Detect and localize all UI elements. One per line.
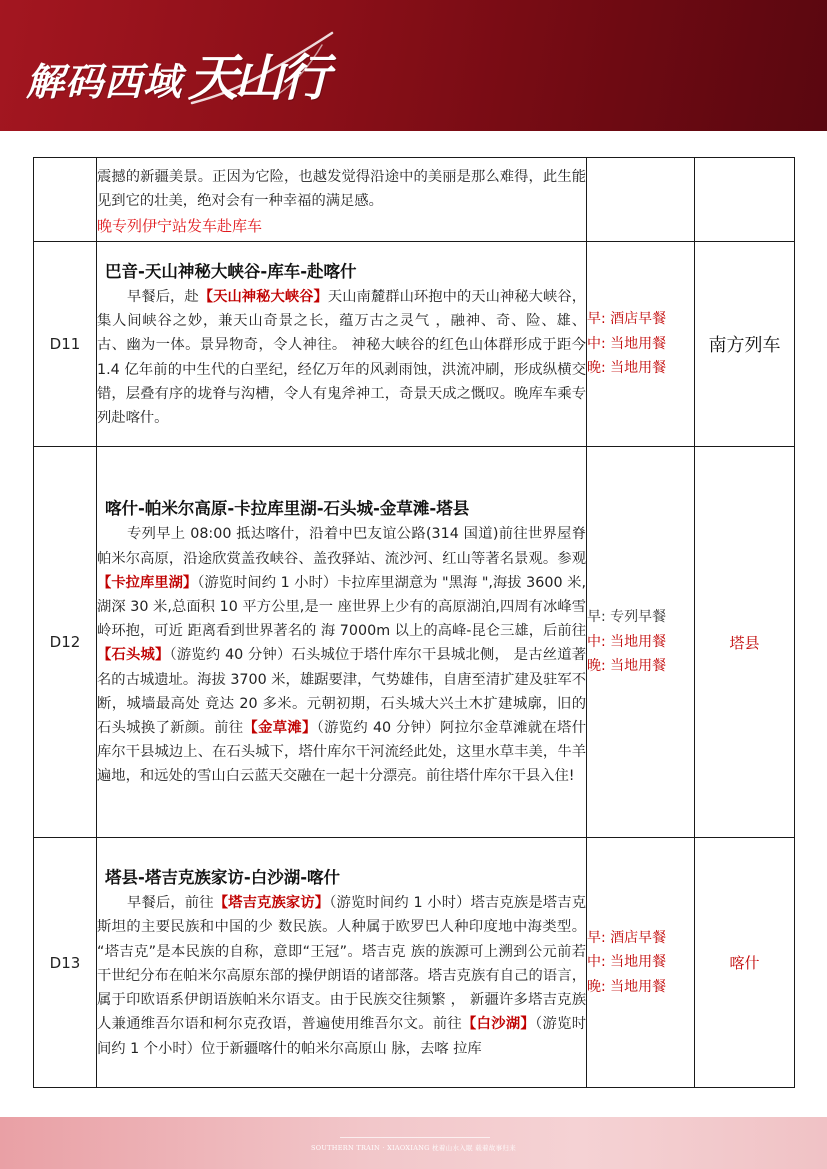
meal-breakfast: 早: 专列早餐 [587, 609, 667, 626]
meals-cell [587, 447, 695, 838]
meals-cell [587, 838, 695, 1088]
meals-cell [587, 158, 695, 242]
text-span: 早餐后，赴 [127, 288, 199, 305]
meal-dinner: 晚: 当地用餐 [587, 978, 667, 995]
meal-lunch: 中: 当地用餐 [587, 633, 667, 650]
text-span: 专列早上 08:00 抵达喀什，沿着中巴友谊公路(314 国道)前往世界屋脊帕米尔高原，沿途欣赏盖孜峡谷、盖孜驿站、流沙河、红山等著名景观。参观 [97, 526, 586, 567]
meal-dinner: 晚: 当地用餐 [587, 360, 667, 377]
hotel-name: 南方列车 [708, 335, 781, 356]
text-span: （游览时间约 1 个小时）位于新疆喀什的帕米尔高原山 脉，去喀 拉库 [97, 1016, 586, 1057]
day-cell: D11 [34, 242, 97, 447]
text-span: （游览约 40 分钟）石头城位于塔什库尔干县城北侧， 是古丝道著名的古城遗址。海拔 3700 米，雄踞要津，气势雄伟，自唐至清扩建及驻军不断，城墙最高处 竟达 20 多米。元朝初期，石头城大兴土木扩建城廓，旧的石头城换了新颜。前往 [97, 647, 586, 736]
brand-title-main: 解码西域 [26, 60, 183, 104]
day-cell [34, 158, 97, 242]
hotel-cell [695, 158, 795, 242]
text-span: （游览约 40 分钟）阿拉尔金草滩就在塔什库尔干县城边上、在石头城下，塔什库尔干河流经此处，这里水草丰美，牛羊遍地，和远处的雪山白云蓝天交融在一起十分漂亮。前往塔什库尔干县入住! [97, 720, 587, 785]
hotel-cell [695, 447, 795, 838]
meal-lunch: 中: 当地用餐 [587, 954, 667, 971]
brush-stroke-decoration [182, 25, 337, 115]
day-cell: D13 [34, 838, 97, 1088]
table-row [34, 838, 795, 1088]
attraction-highlight: 【金草滩】 [243, 720, 317, 736]
footer-slogan: SOUTHERN TRAIN · XIAOXIANG 枕着山水入眠 载着故事归来 [310, 1144, 517, 1152]
attraction-highlight: 【天山神秘大峡谷】 [198, 288, 328, 305]
itinerary-table [33, 157, 795, 1088]
meal-dinner: 晚: 当地用餐 [587, 658, 667, 675]
attraction-highlight: 【石头城】 [97, 647, 170, 664]
content-cell [97, 158, 587, 242]
attraction-highlight: 【卡拉库里湖】 [97, 574, 198, 591]
route-heading: 喀什-帕米尔高原-卡拉库里湖-石头城-金草滩-塔县 [105, 499, 470, 519]
footer-divider [340, 1137, 490, 1138]
meal-breakfast: 早: 酒店早餐 [587, 929, 667, 946]
hotel-cell [695, 242, 795, 447]
content-paragraph [97, 522, 586, 788]
attraction-highlight: 【白沙湖】 [462, 1016, 536, 1033]
attraction-highlight: 【塔吉克族家访】 [213, 895, 330, 912]
route-heading: 塔县-塔吉克族家访-白沙湖-喀什 [105, 868, 341, 888]
content-cell [97, 838, 587, 1088]
text-span: 天山南麓群山环抱中的天山神秘大峡谷，集人间峡谷之妙，兼天山奇景之长，蕴万古之灵气 ，融神、奇、险、雄、古、幽为一体。景异物奇，令人神往。 神秘大峡谷的红色山体群形成于距今 1.4 亿年前的中生代的白垩纪，经亿万年的风剥雨蚀，洪流冲刷，形成纵横交错，层叠有序的垅脊与沟槽，令人有鬼斧神工，奇景天成之慨叹。晚库车乘专列赴喀什。 [97, 288, 587, 426]
content-paragraph [97, 891, 586, 1060]
text-span: （游览时间约 1 小时）卡拉库里湖意为 "黑海 ",海拔 3600 米,湖深 30 米,总面积 10 平方公里,是一 座世界上少有的高原湖泊,四周有冰峰雪岭环抱，可近 距离看到世界著名的 海 7000m 以上的高峰-昆仑三雄，后前往 [97, 574, 587, 640]
text-span: 早餐后，前往 [127, 895, 214, 912]
evening-departure-note: 晚专列伊宁站发车赴库车 [97, 216, 263, 235]
page-footer [0, 1117, 827, 1169]
meal-breakfast: 早: 酒店早餐 [587, 311, 667, 328]
table-row [34, 447, 795, 838]
content-cell [97, 447, 587, 838]
hotel-name: 塔县 [729, 633, 760, 652]
hotel-cell [695, 838, 795, 1088]
page-header [0, 0, 827, 131]
content-cell [97, 242, 587, 447]
brand-title-script: 天山行 [188, 48, 327, 107]
table-row [34, 158, 795, 242]
content-paragraph: 震撼的新疆美景。正因为它险，也越发觉得沿途中的美丽是那么难得，此生能见到它的壮美，绝对会有一种幸福的满足感。 [97, 169, 586, 210]
content-paragraph [97, 285, 586, 430]
route-heading: 巴音-天山神秘大峡谷-库车-赴喀什 [105, 261, 357, 281]
table-row [34, 242, 795, 447]
text-span: （游览时间约 1 小时）塔吉克族是塔吉克斯坦的主要民族和中国的少 数民族。人种属于欧罗巴人种印度地中海类型。 “塔吉克”是本民族的自称，意即“王冠”。塔吉克 族的族源可上溯到公元前若干世纪分布在帕米尔高原东部的操伊朗语的诸部落。塔吉克族有自己的语言，属于印欧语系伊朗语族帕米尔语支。由于民族交往频繁 ， 新疆许多塔吉克族人兼通维吾尔语和柯尔克孜语，普遍使用维吾尔文。前往 [97, 895, 586, 1033]
meal-lunch: 中: 当地用餐 [587, 335, 667, 352]
day-cell: D12 [34, 447, 97, 838]
hotel-name: 喀什 [729, 954, 760, 972]
meals-cell [587, 242, 695, 447]
